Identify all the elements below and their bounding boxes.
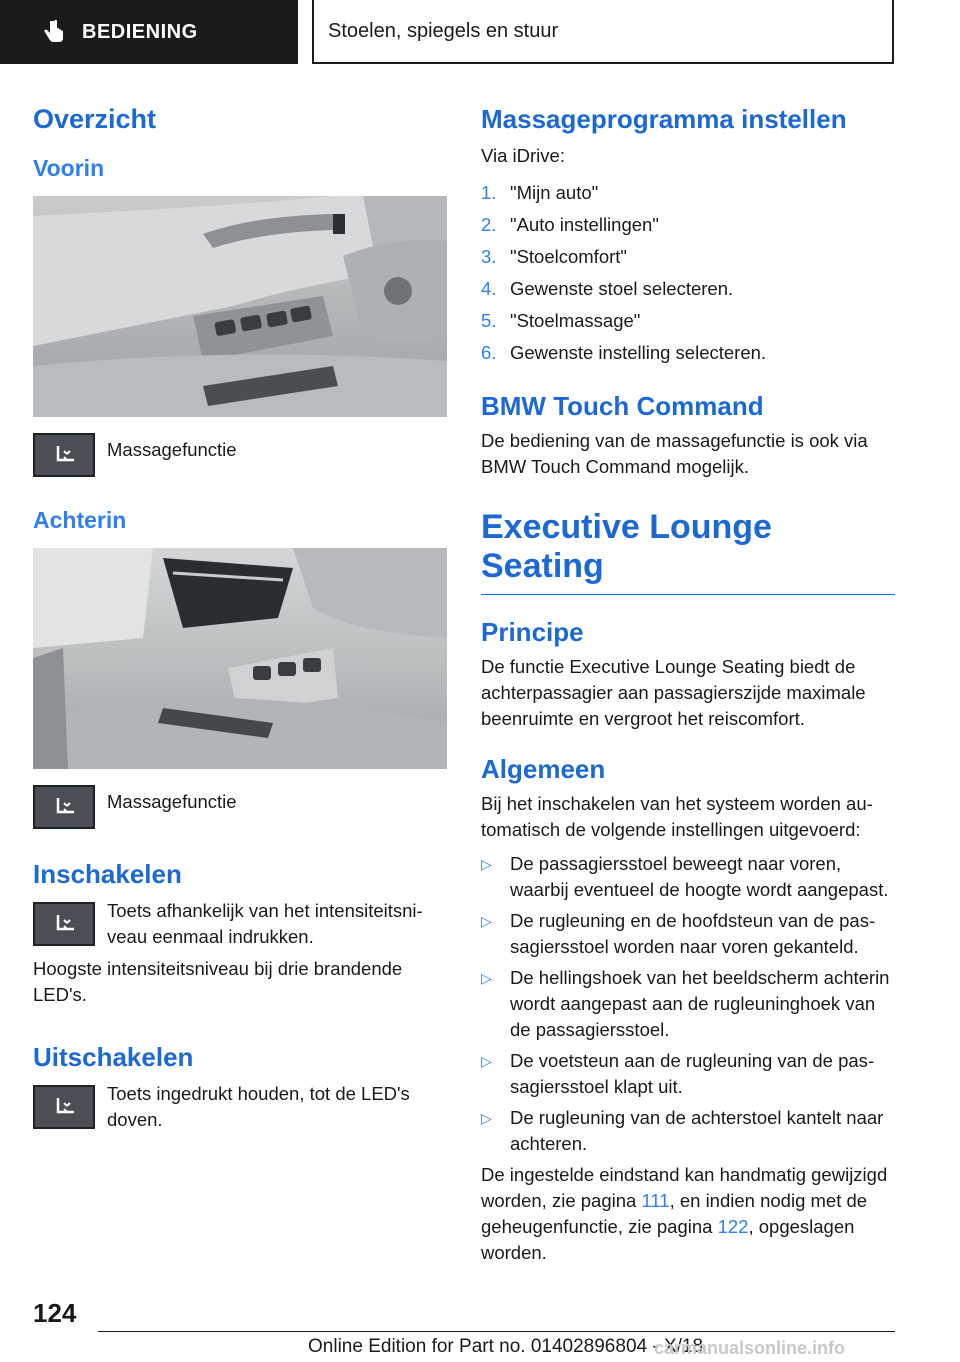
massage-button-icon[interactable] [33, 785, 95, 829]
chapter-title: Stoelen, spiegels en stuur [328, 19, 559, 42]
triangle-bullet-icon: ▷ [481, 1053, 492, 1069]
general-text: Bij het inschakelen van het systeem worden automatisch de volgende instellingen uitgevoerd: [481, 793, 873, 840]
massage-button-icon[interactable] [33, 902, 95, 946]
list-item: ▷ De rugleuning van de achterstoel kantelt naar achteren. [481, 1105, 895, 1157]
settings-list [481, 851, 895, 1157]
general-heading: Algemeen [481, 754, 606, 784]
edition-text: Online Edition for Part no. 01402896804 - X/18 [308, 1336, 704, 1357]
list-item: 4. Gewenste stoel selecteren. [481, 278, 734, 299]
touch-command-text: De bediening van de massagefunctie is ook via BMW Touch Command mogelijk. [481, 430, 868, 477]
section-label: BEDIENING [82, 20, 198, 43]
triangle-bullet-icon: ▷ [481, 1110, 492, 1126]
page-link-122[interactable]: 122 [717, 1216, 749, 1237]
page-number: 124 [33, 1298, 77, 1328]
switch-on-row [33, 902, 447, 950]
switch-on-note: Hoogste intensiteitsniveau bij drie brandende LED's. [33, 958, 403, 1005]
rear-massage-row [33, 785, 447, 829]
front-door-photo [33, 196, 447, 417]
massage-button-icon[interactable] [33, 1085, 95, 1129]
front-massage-label: Massagefunctie [107, 439, 237, 460]
rear-door-photo [33, 548, 447, 769]
right-column [481, 96, 895, 1266]
switch-off-text: Toets ingedrukt houden, tot de LED's doven. [107, 1083, 410, 1130]
switch-on-heading: Inschakelen [33, 859, 182, 889]
switch-off-row [33, 1085, 447, 1133]
step-list [481, 177, 895, 369]
left-column [33, 96, 447, 1133]
list-item: ▷ De voetsteun aan de rugleuning van de passagiersstoel klapt uit. [481, 1048, 895, 1100]
triangle-bullet-icon: ▷ [481, 856, 492, 872]
switch-off-heading: Uitschakelen [33, 1042, 194, 1072]
via-idrive: Via iDrive: [481, 145, 565, 166]
list-item: ▷ De passagiersstoel beweegt naar voren, waarbij eventueel de hoogte wordt aangepast. [481, 851, 895, 903]
section-tab [0, 0, 298, 64]
list-item: ▷ De hellingshoek van het beeldscherm achterin wordt aangepast aan de rugleuninghoek van de passagiersstoel. [481, 965, 895, 1043]
footer-divider [98, 1331, 895, 1332]
page-link-111[interactable]: 111 [641, 1190, 670, 1211]
triangle-bullet-icon: ▷ [481, 970, 492, 986]
list-item: ▷ De rugleuning en de hoofdsteun van de passagiersstoel worden naar voren gekanteld. [481, 908, 895, 960]
chapter-header [312, 0, 894, 64]
list-item: 1. "Mijn auto" [481, 182, 599, 203]
program-heading: Massageprogramma instellen [481, 104, 847, 134]
front-heading: Voorin [33, 155, 105, 181]
list-item: 3. "Stoelcomfort" [481, 246, 627, 267]
watermark: carmanualsonline.info [654, 1338, 846, 1358]
els-title: Executive Lounge Seating [481, 508, 895, 595]
principle-heading: Principe [481, 617, 584, 647]
list-item: 5. "Stoelmassage" [481, 310, 641, 331]
switch-on-text: Toets afhankelijk van het intensiteitsniveau eenmaal indrukken. [107, 900, 423, 947]
hand-touch-icon [40, 18, 68, 46]
touch-command-heading: BMW Touch Command [481, 391, 764, 421]
front-massage-row [33, 433, 447, 477]
overview-heading: Overzicht [33, 104, 157, 134]
rear-massage-label: Massagefunctie [107, 791, 237, 812]
rear-heading: Achterin [33, 507, 127, 533]
triangle-bullet-icon: ▷ [481, 913, 492, 929]
list-item: 6. Gewenste instelling selecteren. [481, 342, 767, 363]
principle-text: De functie Executive Lounge Seating biedt de achterpassagier aan passagierszijde maximale beenruimte en vergroot het reiscomfort. [481, 656, 866, 729]
massage-button-icon[interactable] [33, 433, 95, 477]
closing-text: De ingestelde eindstand kan handmatig gewijzigd worden, zie pagina 111, en indien nodig met de geheugenfunctie, zie pagina 122, opgeslagen worden. [481, 1164, 888, 1263]
list-item: 2. "Auto instellingen" [481, 214, 659, 235]
